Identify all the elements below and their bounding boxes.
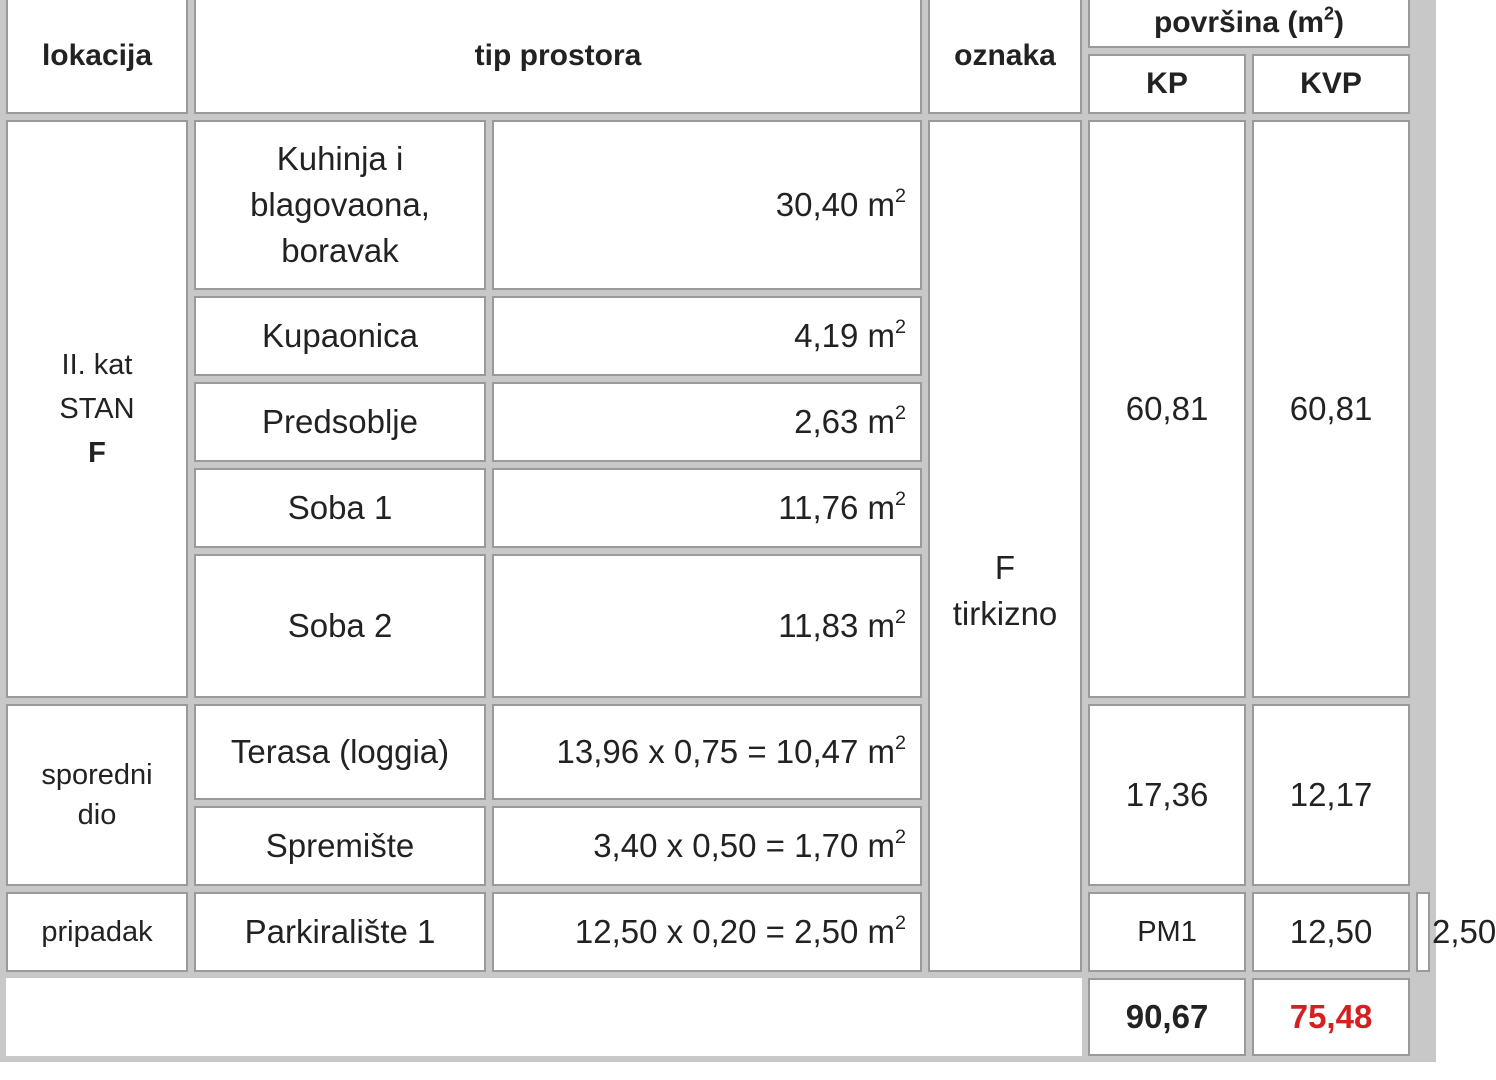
room-area-value: 11,83 m (778, 607, 895, 644)
total-kp: 90,67 (1088, 978, 1246, 1056)
appurtenance-name: Parkiralište 1 (194, 892, 486, 972)
secondary-name: Spremište (194, 806, 486, 886)
appurtenance-label: PM1 (1088, 892, 1246, 972)
room-area (492, 120, 922, 290)
header-surface-text: površina (m (1153, 6, 1325, 39)
secondary-location: sporedni dio (6, 704, 188, 886)
unit-type: STAN (59, 393, 135, 425)
appurtenance-kp: 12,50 (1252, 892, 1410, 972)
secondary-area-sup: 2 (895, 732, 907, 755)
room-area (492, 468, 922, 548)
secondary-area (492, 806, 922, 886)
room-name: Soba 1 (194, 468, 486, 548)
room-area-value: 11,76 m (778, 489, 895, 526)
appurtenance-kvp: 2,50 (1416, 892, 1430, 972)
main-kp: 60,81 (1088, 120, 1246, 698)
secondary-area-sup: 2 (895, 826, 907, 849)
unit-location (6, 120, 188, 698)
room-area-value: 4,19 m (794, 317, 895, 354)
header-surface-close: ) (1334, 6, 1345, 39)
secondary-area (492, 704, 922, 800)
header-space-type: tip prostora (194, 0, 922, 114)
room-area-sup: 2 (895, 606, 907, 629)
room-area (492, 554, 922, 698)
secondary-kp: 17,36 (1088, 704, 1246, 886)
room-area (492, 382, 922, 462)
secondary-area-value: 13,96 x 0,75 = 10,47 m (556, 733, 895, 770)
room-area-sup: 2 (895, 316, 907, 339)
secondary-kvp: 12,17 (1252, 704, 1410, 886)
room-area (492, 296, 922, 376)
room-area-sup: 2 (895, 488, 907, 511)
room-area-sup: 2 (895, 402, 907, 425)
label-color: tirkizno (952, 595, 1058, 632)
room-name: Kupaonica (194, 296, 486, 376)
label-main (928, 120, 1082, 972)
total-kvp: 75,48 (1252, 978, 1410, 1056)
secondary-name: Terasa (loggia) (194, 704, 486, 800)
header-surface (1088, 0, 1410, 48)
appurtenance-area-sup: 2 (895, 912, 907, 935)
room-area-value: 2,63 m (794, 403, 895, 440)
room-name: Predsoblje (194, 382, 486, 462)
header-kp: KP (1088, 54, 1246, 114)
room-area-value: 30,40 m (775, 186, 895, 223)
totals-spacer (6, 978, 1082, 1056)
room-area-sup: 2 (895, 185, 907, 208)
appurtenance-area-value: 12,50 x 0,20 = 2,50 m (574, 913, 895, 950)
header-kvp: KVP (1252, 54, 1410, 114)
label-letter: F (994, 549, 1016, 586)
secondary-area-value: 3,40 x 0,50 = 1,70 m (593, 827, 895, 864)
room-name: Soba 2 (194, 554, 486, 698)
header-surface-sup: 2 (1324, 3, 1335, 24)
unit-floor: II. kat (61, 349, 133, 381)
header-location: lokacija (6, 0, 188, 114)
appurtenance-area (492, 892, 922, 972)
appurtenance-location: pripadak (6, 892, 188, 972)
main-kvp: 60,81 (1252, 120, 1410, 698)
header-label: oznaka (928, 0, 1082, 114)
room-name: Kuhinja i blagovaona, boravak (194, 120, 486, 290)
unit-letter: F (88, 437, 106, 469)
